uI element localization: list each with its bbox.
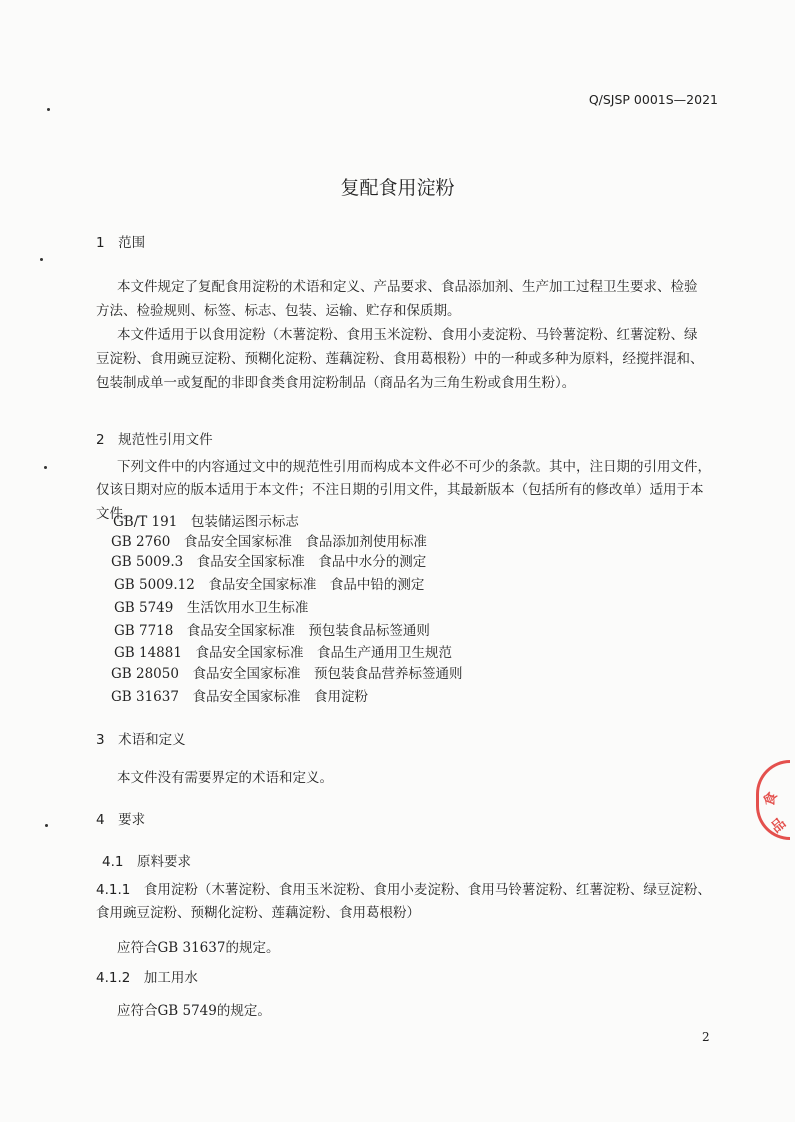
stamp-glyph: 食	[761, 790, 781, 809]
reference-item: GB 5009.12 食品安全国家标准 食品中铅的测定	[114, 577, 425, 593]
paragraph-line: 文件。	[96, 506, 137, 522]
reference-item: GB 31637 食品安全国家标准 食用淀粉	[111, 689, 368, 705]
scan-speck	[47, 108, 50, 111]
paragraph-line: 包装制成单一或复配的非即食类食用淀粉制品（商品名为三角生粉或食用生粉）。	[96, 375, 576, 391]
scan-speck	[44, 466, 47, 469]
paragraph-line: 本文件规定了复配食用淀粉的术语和定义、产品要求、食品添加剂、生产加工过程卫生要求、检验	[117, 279, 698, 295]
document-code: Q/SJSP 0001S—2021	[588, 92, 718, 107]
subsection-heading: 食用豌豆淀粉、预糊化淀粉、莲藕淀粉、食用葛根粉）	[96, 905, 420, 921]
paragraph-line: 本文件适用于以食用淀粉（木薯淀粉、食用玉米淀粉、食用小麦淀粉、马铃薯淀粉、红薯淀粉、绿	[117, 327, 698, 343]
scan-speck	[40, 258, 43, 261]
page-title: 复配食用淀粉	[340, 177, 455, 199]
paragraph-line: 仅该日期对应的版本适用于本文件；不注日期的引用文件，其最新版本（包括所有的修改单）适用于本	[96, 482, 704, 498]
section-heading: 3 术语和定义	[96, 732, 186, 748]
subsection-heading: 4.1 原料要求	[102, 854, 191, 870]
reference-item: GB 14881 食品安全国家标准 食品生产通用卫生规范	[114, 645, 452, 661]
subsection-heading: 4.1.2 加工用水	[96, 970, 198, 986]
section-heading: 2 规范性引用文件	[96, 432, 213, 448]
reference-item: GB 2760 食品安全国家标准 食品添加剂使用标准	[111, 534, 427, 550]
paragraph-line: 应符合GB 5749的规定。	[117, 1003, 271, 1019]
reference-item: GB 7718 食品安全国家标准 预包装食品标签通则	[114, 623, 430, 639]
paragraph-line: 本文件没有需要界定的术语和定义。	[117, 770, 333, 786]
section-heading: 4 要求	[96, 812, 146, 828]
scan-speck	[45, 824, 48, 827]
paragraph-line: 方法、检验规则、标签、标志、包装、运输、贮存和保质期。	[96, 303, 461, 319]
section-heading: 1 范围	[96, 235, 146, 251]
reference-item: GB/T 191 包装储运图示标志	[113, 514, 299, 530]
reference-item: GB 28050 食品安全国家标准 预包装食品营养标签通则	[111, 666, 463, 682]
paragraph-line: 豆淀粉、食用豌豆淀粉、预糊化淀粉、莲藕淀粉、食用葛根粉）中的一种或多种为原料，经搅拌混和、	[96, 351, 704, 367]
reference-item: GB 5749 生活饮用水卫生标准	[114, 600, 309, 616]
subsection-heading: 4.1.1 食用淀粉（木薯淀粉、食用玉米淀粉、食用小麦淀粉、食用马铃薯淀粉、红薯淀粉、绿豆淀粉、	[96, 882, 711, 898]
paragraph-line: 下列文件中的内容通过文中的规范性引用而构成本文件必不可少的条款。其中，注日期的引用文件，	[117, 459, 711, 475]
stamp-glyph: 品	[768, 815, 790, 837]
paragraph-line: 应符合GB 31637的规定。	[117, 940, 280, 956]
official-seal-stamp	[756, 760, 790, 840]
page-number: 2	[702, 1030, 710, 1044]
reference-item: GB 5009.3 食品安全国家标准 食品中水分的测定	[111, 554, 427, 570]
